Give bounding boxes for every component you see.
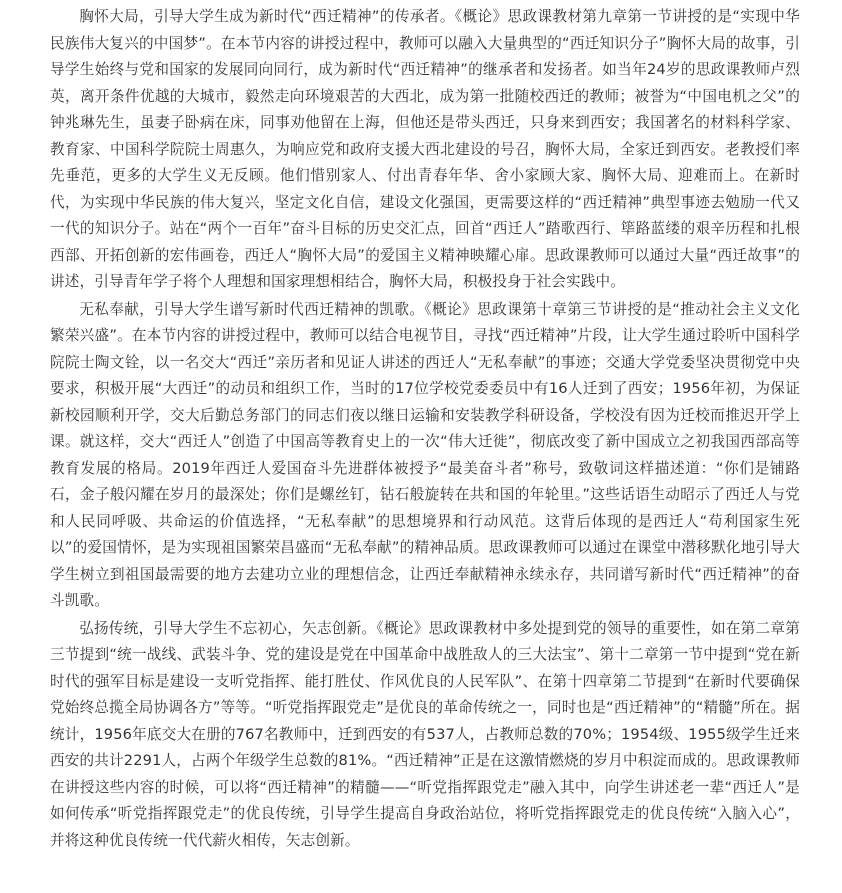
paragraph-carry-forward-tradition: 弘扬传统，引导大学生不忘初心，矢志创新。《概论》思政课教材中多处提到党的领导的重要性，如在第二章第三节提到“统一战线、武装斗争、党的建设是党在中国革命中战胜敌人的三大法宝”、第十二章第一节中提到“党在新时代的强军目标是建设一支听党指挥、能打胜仗、作风优良的人民军队”、在第十四章第二节提到“在新时代要确保党始终总揽全局协调各方”等等。“听党指挥跟党走”是优良的革命传统之一，同时也是“西迁精神”的“精髓”所在。据统计，1956年底交大在册的767名教师中，迁到西安的有537人，占教师总数的70%；1954级、1955级学生迁来西安的共计2291人，占两个年级学生总数的81%。“西迁精神”正是在这激情燃烧的岁月中积淀而成的。思政课教师在讲授这些内容的时候，可以将“西迁精神”的精髓——“听党指挥跟党走”融入其中，向学生讲述老一辈“西迁人”是如何传承“听党指挥跟党走”的优良传统，引导学生提高自身政治站位，将听党指挥跟党走的优良传统“入脑入心”，并将这种优良传统一代代薪火相传，矢志创新。 — [50, 619, 800, 849]
paragraph-selfless-dedication: 无私奉献，引导大学生谱写新时代西迁精神的凯歌。《概论》思政课第十章第三节讲授的是“推动社会主义文化繁荣兴盛”。在本节内容的讲授过程中，教师可以结合电视节目，寻找“西迁精神”片段，让大学生通过聆听中国科学院院士陶文铨，以一名交大“西迁”亲历者和见证人讲述的西迁人“无私奉献”的事迹；交通大学党委坚决贯彻党中央要求，积极开展“大西迁”的动员和组织工作，当时的17位学校党委委员中有16人迁到了西安；1956年初，为保证新校园顺利开学，交大后勤总务部门的同志们夜以继日运输和安装教学科研设备，学校没有因为迁校而推迟开学上课。就这样，交大“西迁人”创造了中国高等教育史上的一次“伟大迁徙”，彻底改变了新中国成立之初我国西部高等教育发展的格局。2019年西迁人爱国奋斗先进群体被授予“最美奋斗者”称号，致敬词这样描述道：“你们是铺路石，金子般闪耀在岁月的最深处；你们是螺丝钉，钻石般旋转在共和国的年轮里。”这些话语生动昭示了西迁人与党和人民同呼吸、共命运的价值选择，“无私奉献”的思想境界和行动风范。这背后体现的是西迁人“苟利国家生死以”的爱国情怀，是为实现祖国繁荣昌盛而“无私奉献”的精神品质。思政课教师可以通过在课堂中潜移默化地引导大学生树立到祖国最需要的地方去建功立业的理想信念，让西迁奉献精神永续永存，共同谱写新时代“西迁精神”的奋斗凯歌。 — [50, 300, 800, 609]
article-body — [50, 4, 800, 854]
paragraph-broad-vision: 胸怀大局，引导大学生成为新时代“西迁精神”的传承者。《概论》思政课教材第九章第一节讲授的是“实现中华民族伟大复兴的中国梦”。在本节内容的讲授过程中，教师可以融入大量典型的“西迁知识分子”胸怀大局的故事，引导学生始终与党和国家的发展同向同行，成为新时代“西迁精神”的继承者和发扬者。如当年24岁的思政课教师卢烈英，离开条件优越的大城市，毅然走向环境艰苦的大西北，成为第一批随校西迁的教师；被誉为“中国电机之父”的钟兆琳先生，虽妻子卧病在床，同事劝他留在上海，但他还是带头西迁，只身来到西安；我国著名的材料科学家、教育家、中国科学院院士周惠久，为响应党和政府支援大西北建设的号召，胸怀大局，全家迁到西安。老教授们率先垂范，更多的大学生义无反顾。他们惜别家人、付出青春年华、舍小家顾大家、胸怀大局、迎难而上。在新时代，为实现中华民族的伟大复兴，坚定文化自信，建设文化强国，更需要这样的“西迁精神”典型事迹去勉励一代又一代的知识分子。站在“两个一百年”奋斗目标的历史交汇点，回首“西迁人”踏歌西行、筚路蓝缕的艰辛历程和扎根西部、开拓创新的宏伟画卷，西迁人“胸怀大局”的爱国主义精神映耀心扉。思政课教师可以通过大量“西迁故事”的讲述，引导青年学子将个人理想和国家理想相结合，胸怀大局，积极投身于社会实践中。 — [50, 8, 800, 290]
